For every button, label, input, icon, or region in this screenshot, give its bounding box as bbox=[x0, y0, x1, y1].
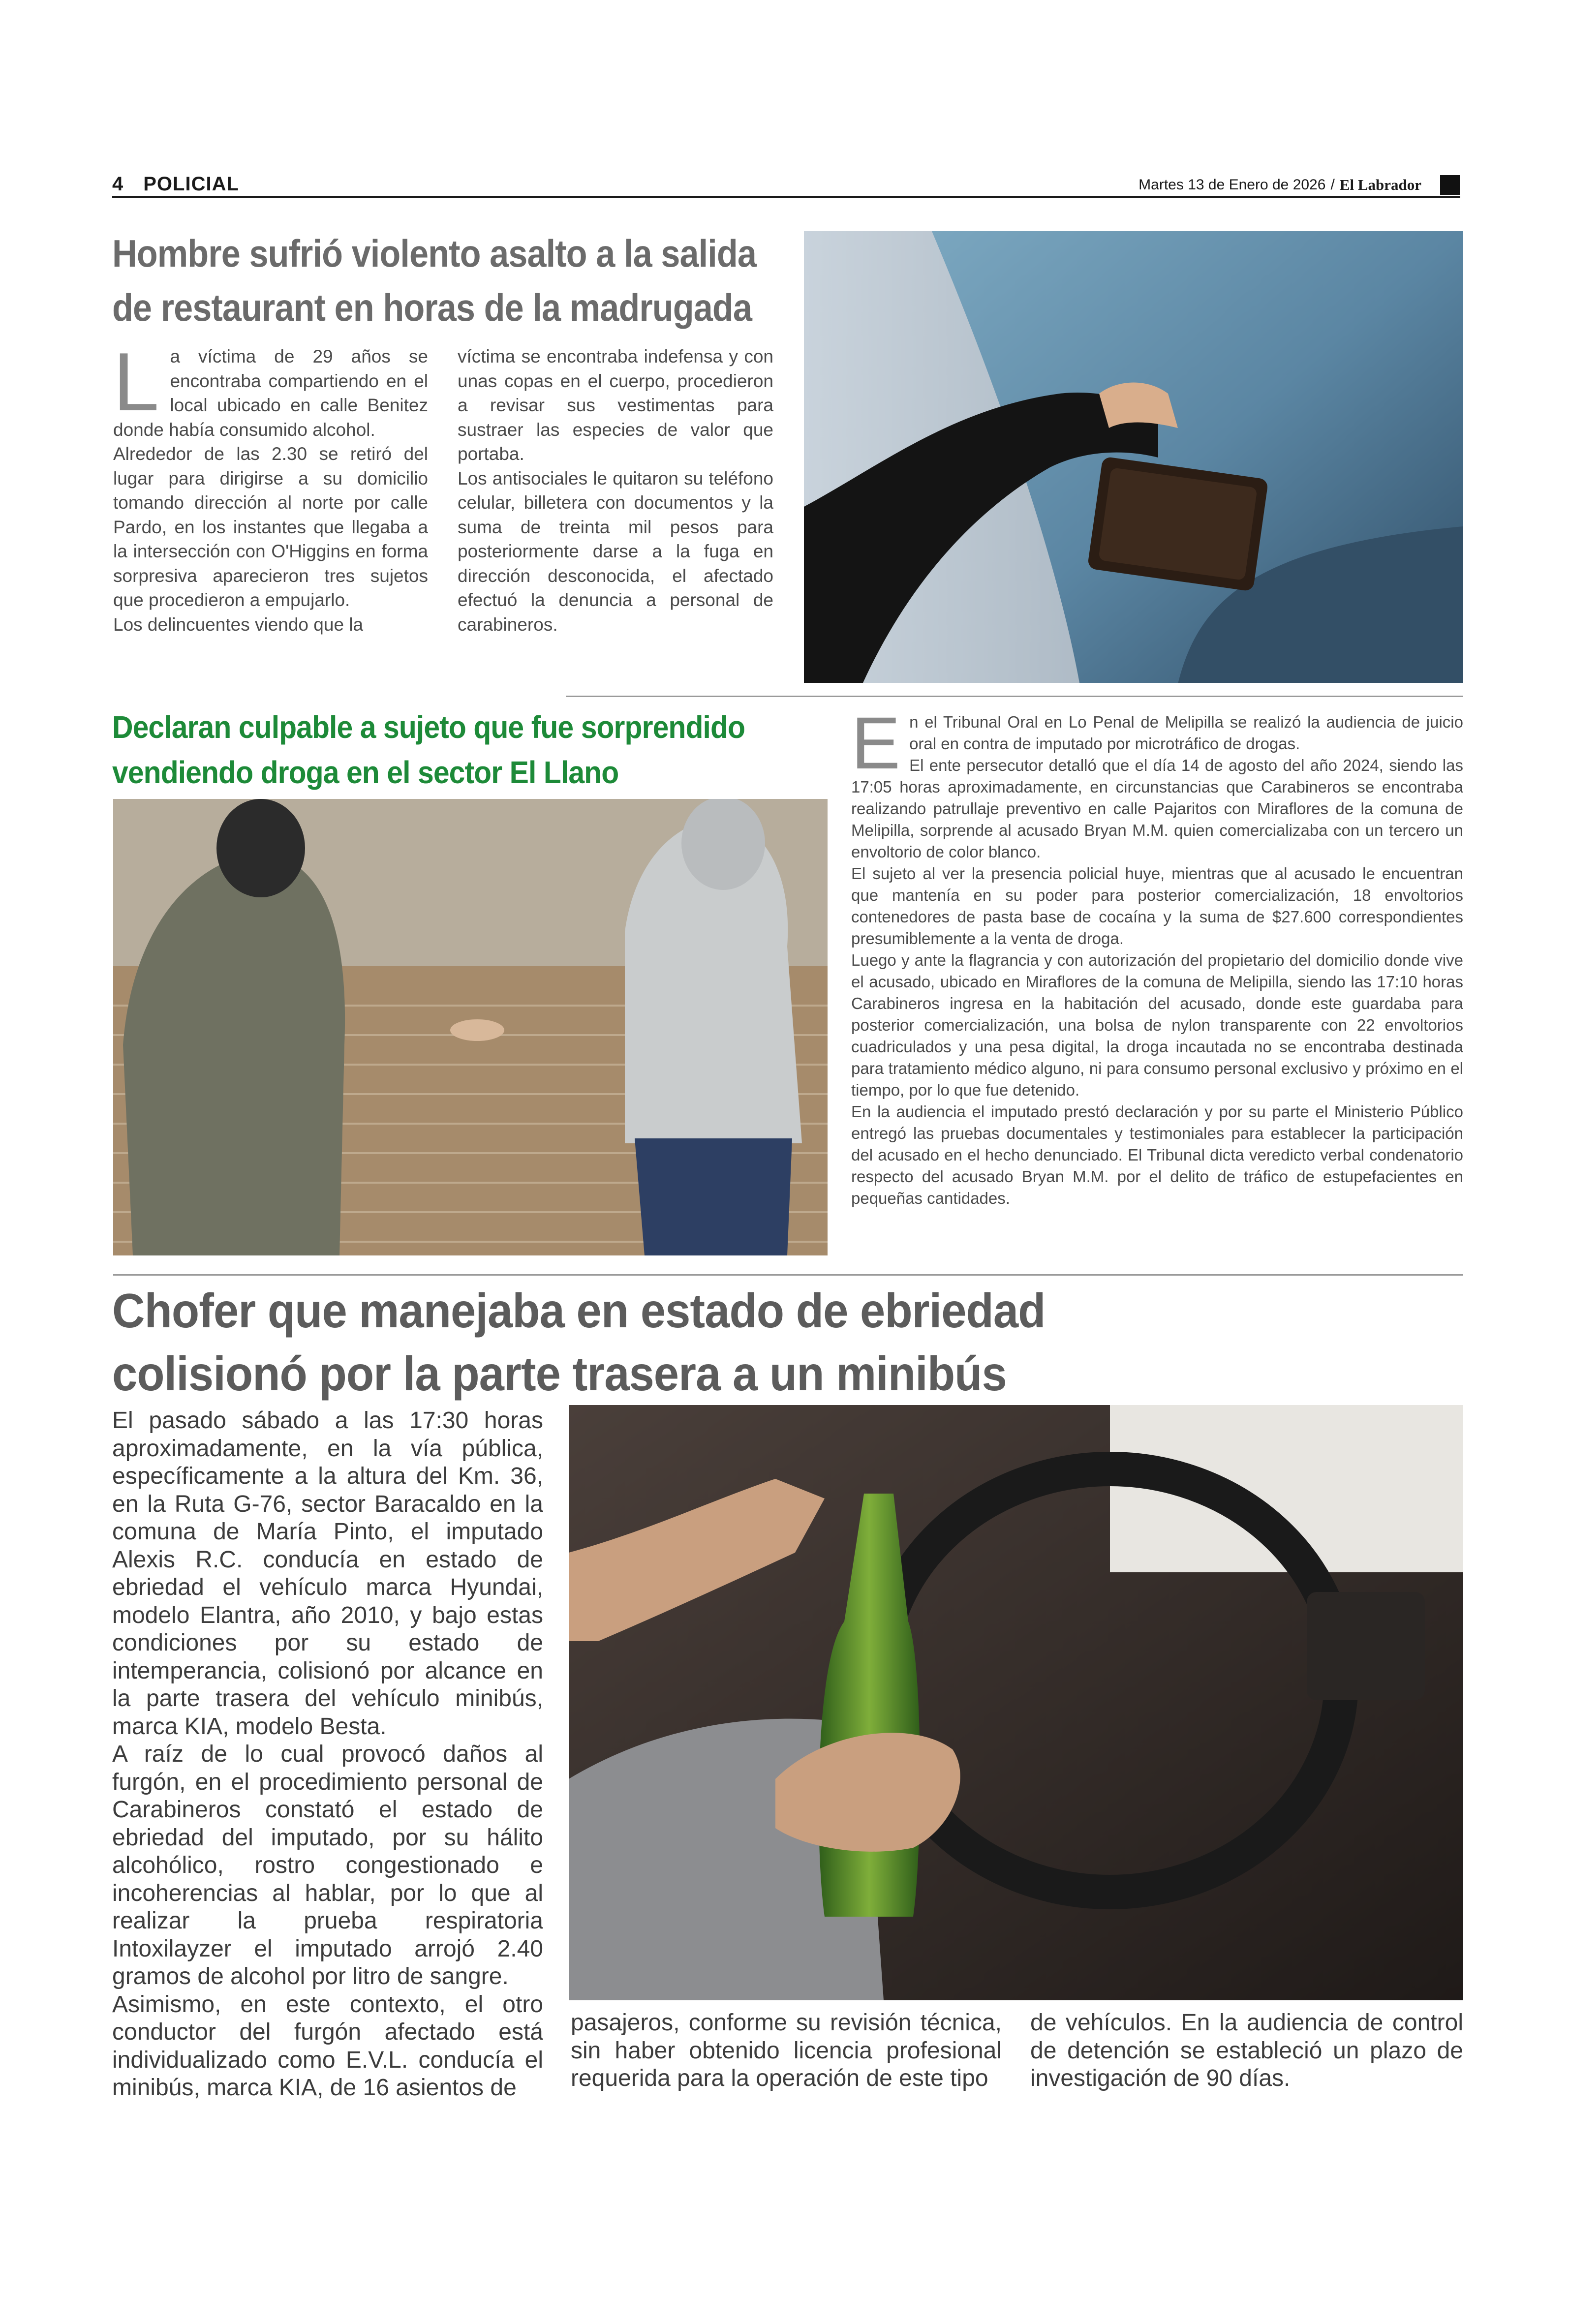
drunk-driver-photo bbox=[569, 1405, 1463, 2000]
header-rule bbox=[112, 196, 1460, 198]
pickpocket-photo bbox=[804, 231, 1463, 683]
article1-headline: Hombre sufrió violento asalto a la salida de restaurant en horas de la madrugada bbox=[112, 232, 756, 329]
article3-column-3: de vehículos. En la audiencia de control de detención se estableció un plazo de investigación de 90 días. bbox=[1030, 2010, 1463, 2091]
article3-column-2: pasajeros, conforme su revisión técnica, sin haber obtenido licencia profesional requerida para la operación de este tipo bbox=[571, 2010, 1002, 2091]
page-header-dateline bbox=[1138, 175, 1460, 195]
page-number: 4 bbox=[112, 173, 124, 195]
section-divider bbox=[566, 696, 1463, 697]
section-name: POLICIAL bbox=[143, 173, 239, 195]
article2-headline: Declaran culpable a sujeto que fue sorprendido vendiendo droga en el sector El Llano bbox=[112, 709, 745, 790]
article3-column-1: El pasado sábado a las 17:30 horas aproximadamente, en la vía pública, específicamente a la altura del Km. 36, en la Ruta G-76, sector Baracaldo en la comuna de María Pinto, el imputado Alexis R.C. conducía en estado de ebriedad el vehículo marca Hyundai, modelo Elantra, año 2010, y bajo estas condiciones por su estado de intemperancia, colisionó por alcance en la parte trasera del vehículo minibús, marca KIA, modelo Besta. A raíz de lo cual provocó daños al furgón, en el procedimiento personal de Carabineros constató el estado de ebriedad del imputado, por su hálito alcohólico, rostro congestionado e incoherencias al hablar, por lo que al realizar la prueba respiratoria Intoxilayzer el imputado arrojó 2.40 gramos de alcohol por litro de sangre. Asimismo, en este contexto, el otro conductor del furgón afectado está individualizado como E.V.L. conducía el minibús, marca KIA, de 16 asientos de bbox=[112, 1407, 543, 2101]
article2-body: En el Tribunal Oral en Lo Penal de Melipilla se realizó la audiencia de juicio oral en contra de imputado por microtráfico de drogas. El ente persecutor detalló que el día 14 de agosto del año 2024, siendo las 17:05 horas aproximadamente, en circunstancias que Carabineros se encontraba realizando patrullaje preventivo en calle Pajaritos con Miraflores de la comuna de Melipilla, sorprende al acusado Bryan M.M. quien comercializaba con un tercero un envoltorio de color blanco. El sujeto al ver la presencia policial huye, mientras que al acusado le encuentran que mantenía en su poder para posterior comercialización, 18 envoltorios contenedores de pasta base de cocaína y la suma de $27.600 correspondientes presumiblemente a la venta de droga. Luego y ante la flagrancia y con autorización del propietario del domicilio donde vive el acusado, ubicado en Miraflores de la comuna de Melipilla, siendo las 17:10 horas Carabineros ingresa en la habitación del acusado, donde este guardaba para posterior comercialización, una bolsa de nylon transparente con 22 envoltorios cuadriculados y una pesa digital, la droga incautada no se encontraba destinada para tratamiento médico alguno, ni para consumo personal exclusivo y próximo en el tiempo, por lo que fue detenido. En la audiencia el imputado prestó declaración y por su parte el Ministerio Público entregó las pruebas documentales y testimoniales para establecer la participación del acusado en el hecho denunciado. El Tribunal dicta veredicto verbal condenatorio respecto del acusado Bryan M.M. por el delito de tráfico de estupefacientes en pequeñas cantidades. bbox=[851, 702, 1463, 1207]
article1-column-1: La víctima de 29 años se encontraba compartiendo en el local ubicado en calle Benitez donde había consumido alcohol. Alrededor de las 2.30 se retiró del lugar para dirigirse a su domicilio tomando dirección al norte por calle Pardo, en los instantes que llegaba a la intersección con O'Higgins en forma sorpresiva aparecieron tres sujetos que procedieron a empujarlo. Los delincuentes viendo que la bbox=[113, 336, 428, 635]
issue-date: Martes 13 de Enero de 2026 bbox=[1138, 177, 1326, 193]
drug-deal-photo bbox=[113, 799, 828, 1255]
page-header-section bbox=[112, 173, 239, 195]
drop-cap: E bbox=[851, 702, 901, 784]
article1-column-2: víctima se encontraba indefensa y con unas copas en el cuerpo, procedieron a revisar sus vestimentas para sustraer las especies de valor que portaba. Los antisociales le quitaron su teléfono celular, billetera con documentos y la suma de treinta mil pesos para posteriormente darse a la fuga en dirección desconocida, el afectado efectuó la denuncia a personal de carabineros. bbox=[458, 346, 773, 635]
header-separator: / bbox=[1330, 177, 1335, 193]
section-divider bbox=[113, 1274, 1463, 1276]
newspaper-name: El Labrador bbox=[1339, 176, 1421, 193]
drop-cap: L bbox=[113, 336, 159, 428]
header-square-mark bbox=[1440, 175, 1460, 195]
article3-headline: Chofer que manejaba en estado de ebriedad colisionó por la parte trasera a un minibús bbox=[112, 1284, 1046, 1401]
